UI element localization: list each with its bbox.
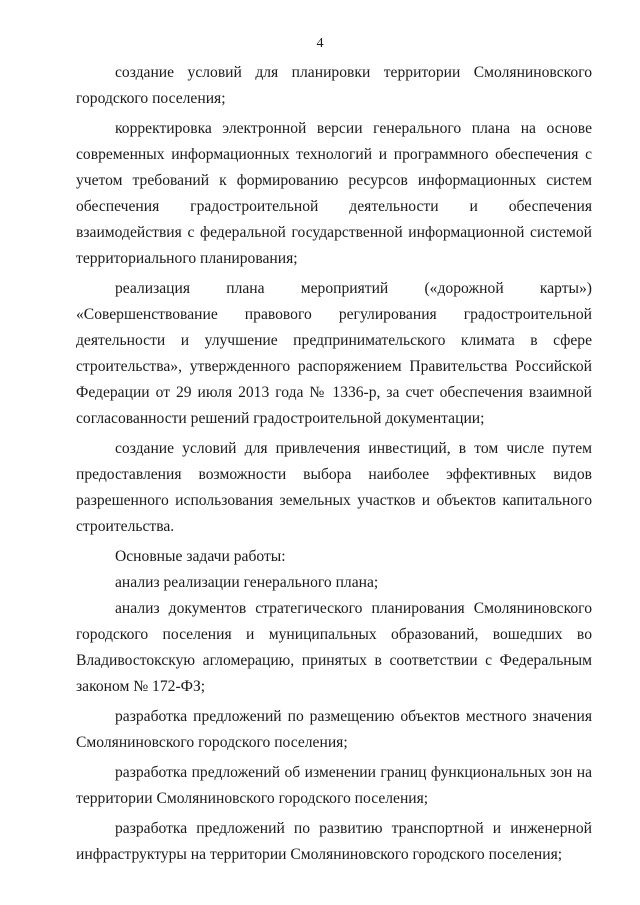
paragraph-electronic-version: корректировка электронной версии генерального плана на основе современных информационных технологий и программного обеспечения с учетом требований к формированию ресурсов информационных систем обеспечения градостроительной деятельности и обеспечения взаимодействия с федеральной государственной информационной системой территориального планирования; [76, 120, 592, 267]
paragraph-functional-zones: разработка предложений об изменении границ функциональных зон на территории Смоляниновского городского поселения; [76, 764, 592, 807]
page-number: 4 [316, 36, 324, 51]
paragraph-plan-analysis: анализ реализации генерального плана; [115, 574, 379, 591]
document-body [76, 60, 592, 868]
paragraph-strategic-documents: анализ документов стратегического планирования Смоляниновского городского поселения и муниципальных образований, вошедших во Владивостокскую агломерацию, принятых в соответствии с Федеральным законом № 172-ФЗ; [76, 600, 592, 695]
paragraph-roadmap: реализация плана мероприятий («дорожной карты») «Совершенствование правового регулирования градостроительной деятельности и улучшение предпринимательского климата в сфере строительства», утвержденного распоряжением Правительства Российской Федерации от 29 июля 2013 года № 1336-р, за счет обеспечения взаимной согласованности решений градостроительной документации; [76, 280, 592, 427]
paragraph-planning-conditions: создание условий для планировки территории Смоляниновского городского поселения; [76, 64, 592, 107]
paragraph-main-tasks-heading: Основные задачи работы: [115, 548, 286, 565]
paragraph-local-objects: разработка предложений по размещению объектов местного значения Смоляниновского городского поселения; [76, 708, 592, 751]
paragraph-investment-conditions: создание условий для привлечения инвестиций, в том числе путем предоставления возможности выбора наиболее эффективных видов разрешенного использования земельных участков и объектов капитального строительства. [76, 440, 592, 535]
paragraph-infrastructure: разработка предложений по развитию транспортной и инженерной инфраструктуры на территории Смоляниновского городского поселения; [76, 820, 592, 863]
